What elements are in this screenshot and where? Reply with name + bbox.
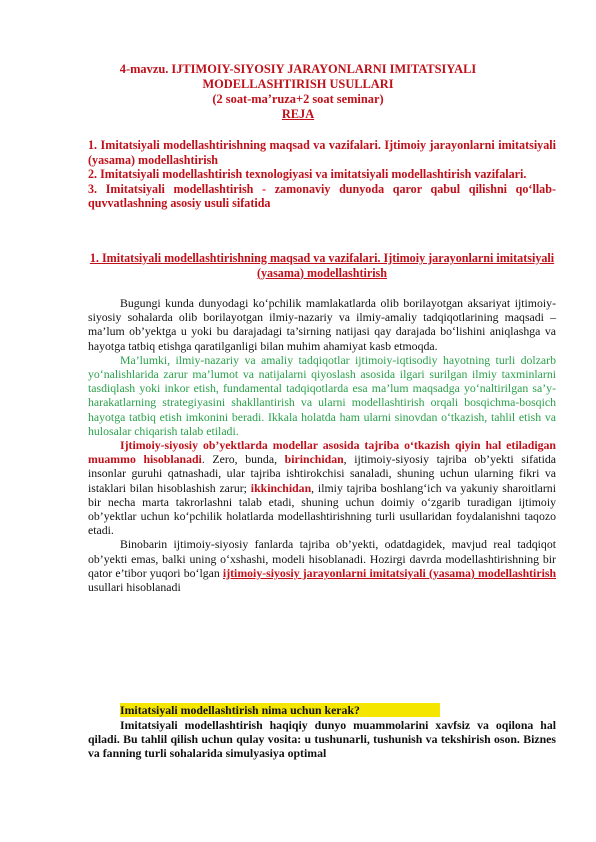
title-line-1: 4-mavzu. IJTIMOIY-SIYOSIY JARAYONLARNI IMITATSIYALI — [119, 62, 477, 76]
emphasis-first: birinchidan — [284, 452, 344, 467]
paragraph-5: Imitatsiyali modellashtirish haqiqiy dunyo muammolarini xavfsiz va oqilona hal qiladi. Bu tahlil qilish uchun qulay vosita: u tushunarli, tushunish va tekshirish oson. Biznes va fanning turli sohalarida simulyasiya optimal — [88, 718, 556, 761]
plan-item-2: 2. Imitatsiyali modellashtirish texnologiyasi va imitatsiyali modellashtirish vazifalari. — [88, 167, 527, 181]
title-line-2: MODELLASHTIRISH USULLARI — [202, 77, 394, 91]
paragraph-3 — [88, 438, 556, 537]
question-heading: Imitatsiyali modellashtirish nima uchun kerak? — [120, 703, 440, 717]
paragraph-4 — [88, 537, 556, 594]
text-span: usullari hisoblanadi — [88, 580, 181, 595]
closing-paragraph-block — [88, 718, 556, 761]
text-span: Binobarin ijtimoiy-siyosiy fanlarda tajriba ob’yekti, odatdagidek, mavjud real tadqiqot ob’yekti emas, balki uning o‘xshashi, modeli hisoblanadi. Hozirgi davrda modellashtirishning bir qator e’tibor yuqori bo‘lgan — [88, 537, 556, 580]
emphasis-second: ikkinchidan — [250, 480, 312, 495]
plan-item-1: 1. Imitatsiyali modellashtirishning maqsad va vazifalari. Ijtimoiy jarayonlarni imitatsiyali (yasama) modellashtirish — [88, 138, 556, 167]
text-span: , ijtimoiy-siyosiy tajriba ob’yekti sifatida insonlar guruhi qatnashadi, ular tajriba ishtirokchisi sanaladi, shuning uchun ularning fikri va istaklari bilan hisoblashish zarur; — [88, 452, 557, 495]
plan-list — [88, 138, 556, 211]
lecture-title — [88, 62, 508, 107]
paragraph-2: Ma’lumki, ilmiy-nazariy va amaliy tadqiqotlar ijtimoiy-iqtisodiy hayotning turli dolzarb yo‘nalishlarida zarur ma’lumot va natijalarni qiyoslash asosida ilgari surilgan ilmiy taxminlarni tasdiqlash yoki inkor etish, fundamental tadqiqotlarda esa ma’lum maqsadga yo‘naltirilgan sa’y-harakatlarning strategiyasini shakllantirish va ularni modellashtirish orqali bosqichma-bosqich hayotga tatbiq etish imkonini beradi. Ikkala holatda ham ularni sinovdan o‘tkazish, tahlil etish va hulosalar chiqarish talab etiladi. — [88, 352, 556, 438]
title-line-3: (2 soat-ma’ruza+2 soat seminar) — [212, 92, 384, 106]
text-span: , ilmiy tajriba boshlang‘ich va yakuniy sharoitlarni bir necha marta takrorlashni talab etadi, shuning uchun doimiy o‘zgarib turadigan ijtimoiy ob’yektlar uchun ko‘pchilik holatlarda modellashtirishning turli usullaridan foydalanishni taqozo etadi. — [88, 480, 556, 538]
text-span: . Zero, bunda, — [201, 452, 285, 467]
body-text — [88, 296, 556, 594]
plan-heading: REJA — [281, 107, 315, 121]
section-heading: 1. Imitatsiyali modellashtirishning maqsad va vazifalari. Ijtimoiy jarayonlarni imitatsiyali (yasama) modellashtirish — [89, 251, 555, 280]
highlighted-statement: Ijtimoiy-siyosiy ob’yektlarda modellar asosida tajriba o‘tkazish qiyin hal etiladigan muammo hisoblanadi — [88, 438, 556, 467]
underlined-term: ijtimoiy-siyosiy jarayonlarni imitatsiyali (yasama) modellashtirish — [222, 565, 556, 580]
paragraph-1: Bugungi kunda dunyodagi ko‘pchilik mamlakatlarda olib borilayotgan aksariyat ijtimoiy-siyosiy sohalarda olib borilayotgan ilmiy-nazariy va ilmiy-amaliy tadqiqotlarining maqsadi – ma’lum ob’yektga u yoki bu darajadagi ta’sirning natijasi qay darajada bo‘lishini aniqlashga va hayotga tatbiq etishga qaratilganligi bilan muhim ahamiyat kasb etmoqda. — [88, 296, 556, 353]
plan-item-3: 3. Imitatsiyali modellashtirish - zamonaviy dunyoda qaror qabul qilishni qo‘llab-quvvatlashning asosiy usuli sifatida — [88, 181, 556, 210]
